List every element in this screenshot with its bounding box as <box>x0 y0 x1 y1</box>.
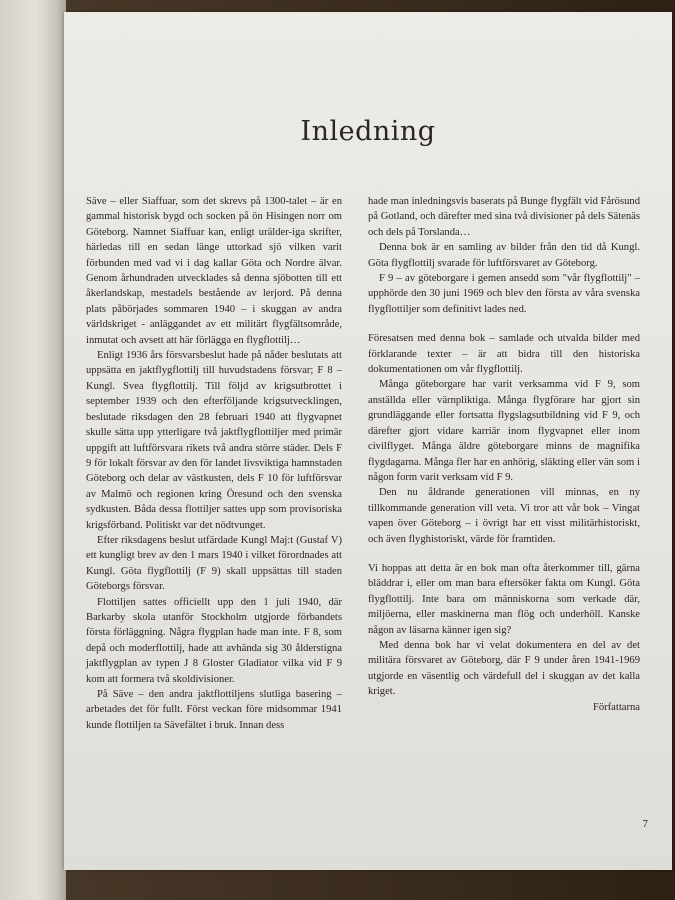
paragraph: Vi hoppas att detta är en bok man ofta återkommer till, gärna bläddrar i, eller om man bara eftersöker fakta om Kungl. Göta flygflottilj. Inte bara om människorna som verkade där, miljöerna, eller maskinerna man flög och underhöll. Kanske någon av läsarna känner igen sig? <box>368 562 640 636</box>
right-column <box>368 194 640 715</box>
paragraph: Många göteborgare har varit verksamma vid F 9, som anställda eller värnpliktiga. Många flygförare har gjort sin grundläggande eller fortsatta flygslagsutbildning vid F 9, och därefter gjort vidare karriär inom flygvapnet eller inom civilflyget. Många äldre göteborgare minns de magnifika flygdagarna. Många fler har en anhörig, släkting eller vän som i någon form varit verksam vid F 9. <box>368 379 640 483</box>
facing-page-edge <box>0 0 66 900</box>
page-title: Inledning <box>300 116 436 147</box>
paragraph: F 9 – av göteborgare i gemen ansedd som "vår flygflottilj" – upphörde den 30 juni 1969 och blev den första av våra svenska flygflottiljer som definitivt lades ned. <box>368 273 640 315</box>
paragraph: Säve – eller Siaffuar, som det skrevs på 1300-talet – är en gammal historisk bygd och socken på ön Hisingen norr om Göteborg. Namnet Siaffuar kan, enligt urälder-iga skrifter, härledas till en sedan länge uttorkad sjö vilken varit förbunden med vad vi i dag kallar Göta och Nordre älvar. Genom århundraden utvecklades så denna sjöbotten till ett åkerlandskap, mestadels bestående av lerjord. På denna plats påbörjades sommaren 1940 – i skuggan av andra världskriget - anläggandet av ett militärt flygfältsområde, inmutat och avsett att här förlägga en flygflottilj… <box>86 196 342 346</box>
page-number: 7 <box>642 818 648 830</box>
paragraph: På Säve – den andra jaktflottiljens slutliga basering – arbetades det för fullt. Först veckan före midsommar 1941 kunde flottiljen ta Sävefältet i bruk. Innan dess <box>86 689 342 731</box>
paragraph-gap <box>368 317 640 331</box>
book-page <box>64 12 672 870</box>
paragraph: hade man inledningsvis baserats på Bunge flygfält vid Fårösund på Gotland, och därefter med sina två divisioner på dels Sätenäs och dels på Torslanda… <box>368 196 640 238</box>
left-column <box>86 194 342 733</box>
paragraph: Den nu åldrande generationen vill minnas, en ny tillkommande generation vill veta. Vi tror att vår bok – Vingat vapen över Göteborg – i övrigt har ett visst militärhistoriskt, och även flyghistoriskt, värde för framtiden. <box>368 487 640 545</box>
author-signature: Författarna <box>592 701 640 713</box>
paragraph: Föresatsen med denna bok – samlade och utvalda bilder med förklarande texter – är att bidra till den historiska dokumentationen om vår flygflottilj. <box>368 333 640 376</box>
paragraph: Efter riksdagens beslut utfärdade Kungl Maj:t (Gustaf V) ett kungligt brev av den 1 mars 1940 i vilket förordnades att Kungl. Göta flygflottilj (F 9) skall uppsättas till staden Göteborgs försvar. <box>86 534 342 593</box>
paragraph-gap <box>368 547 640 561</box>
paragraph: Med denna bok har vi velat dokumentera en del av det militära försvaret av Göteborg, där F 9 under åren 1941-1969 utgjorde en väsentlig och värdefull del i skuggan av det kalla kriget. <box>368 639 640 698</box>
paragraph: Denna bok är en samling av bilder från den tid då Kungl. Göta flygflottilj svarade för luftförsvaret av Göteborg. <box>368 242 640 269</box>
paragraph: Flottiljen sattes officiellt upp den 1 juli 1940, där Barkarby skola utanför Stockholm utgjorde förbandets första förläggning. Några flygplan hade man inte. F 8, som depå och moderflottilj, hade att avhända sig 30 ålderstigna jaktflygplan av typen J 8 Gloster Gladiator vilka vid F 9 kom att formera två skoldivisioner. <box>86 596 342 685</box>
paragraph: Enligt 1936 års försvarsbeslut hade på nåder beslutats att uppsätta en jaktflygflottilj till huvudstadens försvar; F 8 – Kungl. Svea flygflottilj. Till följd av krigsutbrottet i september 1939 och den efterföljande krigsutvecklingen, beslutade riksdagen den 28 februari 1940 att flygvapnet skulle sätta upp ytterligare två jaktflygflottiljer med primär uppgift att luftförsvara rikets två andra större städer. Dels F 9 för lokalt försvar av den för landet livsviktiga hamnstaden Göteborg och delar av västkusten, dels F 10 för luftförsvar av Malmö och regionen kring Öresund och den svenska sydkusten. Båda dessa flottiljer sattes upp som provisoriska krigsförband. Politiskt var det nödtvunget. <box>86 350 342 531</box>
